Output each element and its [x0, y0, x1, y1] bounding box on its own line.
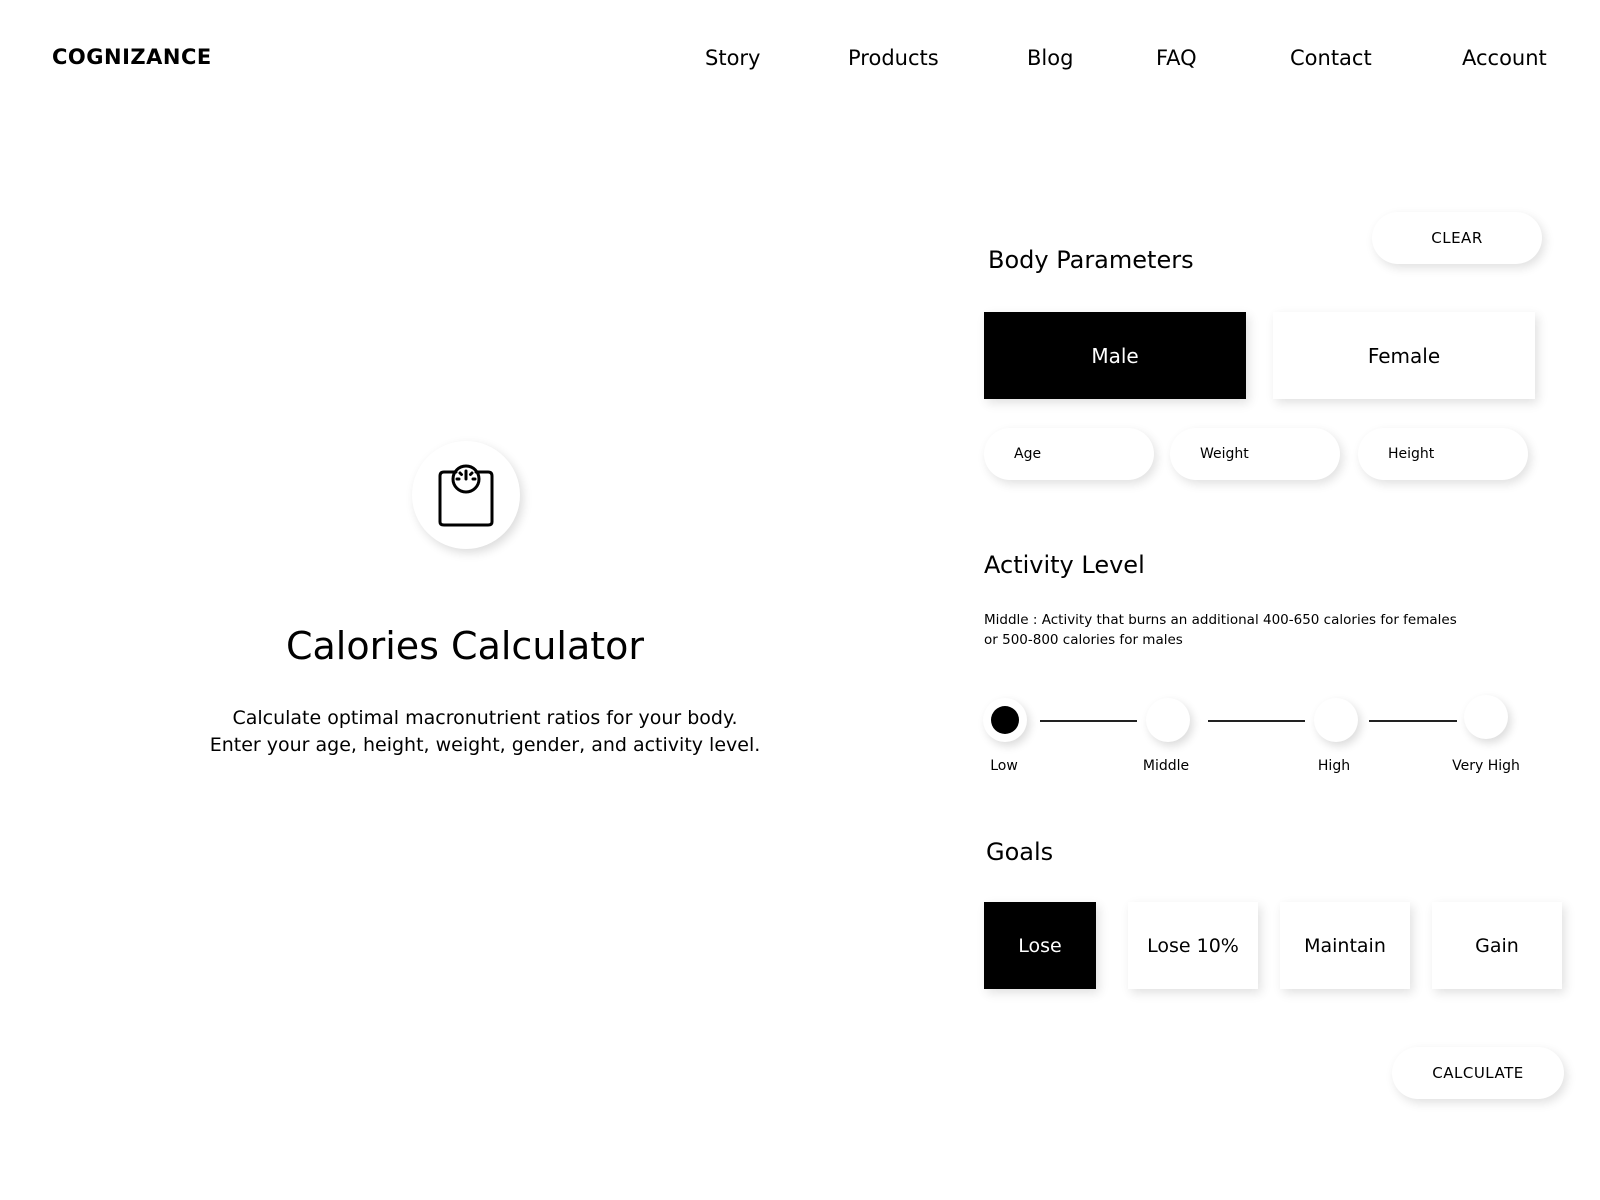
height-input[interactable]	[1358, 428, 1528, 480]
gender-male-button[interactable]: Male	[984, 312, 1246, 399]
body-parameters-title: Body Parameters	[988, 246, 1194, 274]
nav-story[interactable]: Story	[705, 46, 761, 70]
activity-label-middle: Middle	[1142, 758, 1190, 774]
activity-track-segment	[1208, 720, 1305, 722]
goal-maintain-button[interactable]: Maintain	[1280, 902, 1410, 989]
goals-title: Goals	[986, 838, 1054, 866]
goal-gain-button[interactable]: Gain	[1432, 902, 1562, 989]
activity-label-high: High	[1317, 758, 1351, 774]
scale-icon-badge	[412, 441, 520, 549]
nav-account[interactable]: Account	[1462, 46, 1547, 70]
goal-lose-10-button[interactable]: Lose 10%	[1128, 902, 1258, 989]
activity-track-segment	[1369, 720, 1457, 722]
gender-female-button[interactable]: Female	[1273, 312, 1535, 399]
clear-button[interactable]: CLEAR	[1372, 212, 1542, 264]
brand-logo[interactable]: COGNIZANCE	[52, 45, 212, 69]
activity-option-very-high[interactable]	[1464, 695, 1508, 739]
subtitle-line-1: Calculate optimal macronutrient ratios for your body.	[232, 707, 738, 729]
age-input[interactable]	[984, 428, 1154, 480]
page-title: Calories Calculator	[285, 624, 645, 668]
scale-icon	[436, 462, 496, 528]
nav-contact[interactable]: Contact	[1290, 46, 1372, 70]
activity-selected-knob	[991, 706, 1019, 734]
nav-faq[interactable]: FAQ	[1156, 46, 1197, 70]
page-subtitle	[180, 705, 790, 759]
goal-lose-button[interactable]: Lose	[984, 902, 1096, 989]
activity-label-very-high: Very High	[1452, 758, 1520, 774]
activity-description: Middle : Activity that burns an additional 400-650 calories for females or 500-800 calories for males	[984, 612, 1457, 648]
weight-input[interactable]	[1170, 428, 1340, 480]
nav-products[interactable]: Products	[848, 46, 939, 70]
activity-track-segment	[1040, 720, 1137, 722]
nav-blog[interactable]: Blog	[1027, 46, 1074, 70]
activity-level-title: Activity Level	[984, 551, 1145, 579]
activity-label-low: Low	[990, 758, 1018, 774]
calculate-button[interactable]: CALCULATE	[1392, 1047, 1564, 1099]
activity-option-high[interactable]	[1314, 698, 1358, 742]
activity-option-low[interactable]	[983, 698, 1027, 742]
activity-option-middle[interactable]	[1146, 698, 1190, 742]
subtitle-line-2: Enter your age, height, weight, gender, and activity level.	[209, 734, 761, 756]
